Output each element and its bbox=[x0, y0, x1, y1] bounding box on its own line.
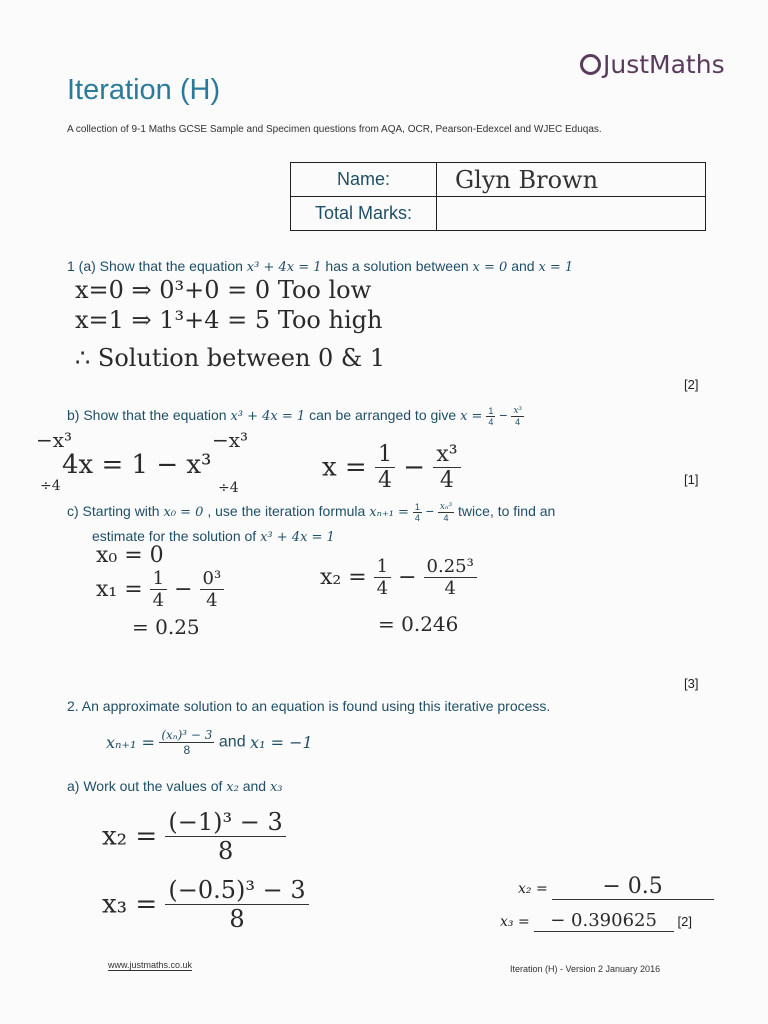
page-title: Iteration (H) bbox=[67, 74, 221, 106]
q1b-fraction-1: $\frac{1}{4}$ bbox=[488, 406, 494, 427]
q2a-answer-x2 bbox=[518, 874, 714, 900]
q1c-work-x2: x₂ = $\frac{1}{4}$ − $\frac{\text{0.25³}}{4}$ bbox=[320, 556, 477, 599]
total-marks-label: Total Marks: bbox=[291, 197, 437, 231]
justmaths-logo bbox=[580, 50, 725, 79]
q1b-mid-text: can be arranged to give bbox=[309, 407, 457, 424]
q1a-prompt bbox=[67, 258, 573, 275]
q1a-mid-text: has a solution between bbox=[325, 258, 469, 274]
q1c-formula-frac-1: $\frac{1}{4}$ bbox=[414, 502, 420, 523]
q1c-work-x2-result: = 0.246 bbox=[378, 612, 459, 636]
q2a-answer-x2-value[interactable]: − 0.5 bbox=[552, 874, 714, 900]
q1c-marks: [3] bbox=[684, 676, 699, 691]
q1a-bound-b: x = 1 bbox=[538, 260, 574, 275]
q2a-answer-x3-value[interactable]: − 0.390625 bbox=[534, 910, 674, 932]
q1c-prompt-line-1: c) Starting with x₀ = 0 , use the iteration formula xₙ₊₁ = $\frac{1}{4}$ − $\frac{\text{xₙ³}}{4}$ twice, to find an bbox=[67, 502, 556, 523]
q2a-prompt-text: a) Work out the values of bbox=[67, 778, 223, 794]
q2a-marks: [2] bbox=[677, 914, 692, 929]
q2-formula-fraction: $\frac{\text{(xₙ)³ − 3}}{8}$ bbox=[161, 728, 213, 757]
q2a-and: and bbox=[242, 778, 267, 794]
q2-formula-lhs: xₙ₊₁ = bbox=[106, 733, 155, 752]
q1c-work-x0: x₀ = 0 bbox=[96, 543, 164, 568]
q2a-prompt bbox=[67, 778, 283, 795]
q1b-work-divide-2: ÷4 bbox=[218, 480, 239, 496]
q2a-x2: x₂ bbox=[226, 780, 239, 795]
q1b-prompt-text: b) Show that the equation bbox=[67, 407, 227, 424]
q1b-work-subtract-2: −x³ bbox=[212, 428, 249, 452]
q1c-text-3: twice, to find an bbox=[458, 503, 556, 520]
q2a-answer-x3 bbox=[500, 910, 692, 932]
name-field[interactable]: Glyn Brown bbox=[437, 163, 706, 197]
q1a-work-line-3: ∴ Solution between 0 & 1 bbox=[75, 344, 386, 372]
q1b-work-main: 4x = 1 − x³ bbox=[62, 450, 212, 480]
q1c-text-1: c) Starting with bbox=[67, 503, 160, 520]
footer-website[interactable]: www.justmaths.co.uk bbox=[108, 960, 193, 970]
q2-x1: x₁ = −1 bbox=[250, 733, 313, 752]
info-table bbox=[290, 162, 706, 231]
q1a-equation: x³ + 4x = 1 bbox=[246, 260, 322, 275]
q1c-formula-lhs: xₙ₊₁ = bbox=[369, 505, 409, 521]
q1a-prompt-text: 1 (a) Show that the equation bbox=[67, 258, 243, 274]
q2-formula bbox=[106, 728, 313, 757]
q1b-work-subtract-1: −x³ bbox=[36, 428, 73, 452]
q2-intro: 2. An approximate solution to an equation is found using this iterative process. bbox=[67, 698, 551, 714]
q1b-marks: [1] bbox=[684, 472, 699, 487]
q1a-and: and bbox=[511, 258, 535, 274]
q1a-work-line-2: x=1 ⇒ 1³+4 = 5 Too high bbox=[75, 306, 383, 334]
q1b-minus: − bbox=[499, 407, 508, 424]
q2a-x3: x₃ bbox=[269, 780, 283, 795]
q1c-text-4: estimate for the solution of bbox=[92, 528, 257, 544]
q1c-text-2: , use the iteration formula bbox=[207, 503, 366, 520]
q1c-x0: x₀ = 0 bbox=[163, 505, 204, 521]
q2-and: and bbox=[218, 733, 246, 751]
q2a-work-x3: x₃ = $\frac{\text{(−0.5)³ − 3}}{8}$ bbox=[102, 876, 309, 933]
q1c-work-x1-result: = 0.25 bbox=[132, 615, 200, 639]
q1a-work-line-1: x=0 ⇒ 0³+0 = 0 Too low bbox=[75, 276, 372, 304]
q1a-bound-a: x = 0 bbox=[472, 260, 508, 275]
name-label: Name: bbox=[291, 163, 437, 197]
q1b-equation: x³ + 4x = 1 bbox=[230, 409, 306, 425]
page-subtitle: A collection of 9-1 Maths GCSE Sample and Specimen questions from AQA, OCR, Pearson-Edexcel and WJEC Eduqas. bbox=[67, 124, 602, 135]
q1b-result-lhs: x = bbox=[460, 409, 483, 425]
q1c-formula-frac-2: $\frac{\text{xₙ³}}{4}$ bbox=[439, 502, 453, 523]
q1a-marks: [2] bbox=[684, 377, 699, 392]
q1c-equation: x³ + 4x = 1 bbox=[260, 530, 335, 545]
q2a-work-x2: x₂ = $\frac{\text{(−1)³ − 3}}{8}$ bbox=[102, 808, 286, 865]
logo-text: JustMaths bbox=[603, 50, 725, 79]
q2a-answer-x2-label: x₂ = bbox=[518, 881, 548, 897]
footer-version: Iteration (H) - Version 2 January 2016 bbox=[510, 964, 661, 974]
logo-ring-icon bbox=[580, 54, 601, 75]
q1b-prompt bbox=[67, 406, 524, 427]
q1b-work-result: x = $\frac{1}{4}$ − $\frac{\text{x³}}{4}$ bbox=[322, 442, 461, 493]
q2a-answer-x3-label: x₃ = bbox=[500, 914, 530, 930]
total-marks-field[interactable] bbox=[437, 197, 706, 231]
q1b-fraction-2: $\frac{\text{x³}}{4}$ bbox=[513, 406, 522, 427]
q1b-work-divide-1: ÷4 bbox=[40, 478, 61, 494]
q1c-work-x1: x₁ = $\frac{1}{4}$ − $\frac{\text{0³}}{4}$ bbox=[96, 568, 224, 611]
